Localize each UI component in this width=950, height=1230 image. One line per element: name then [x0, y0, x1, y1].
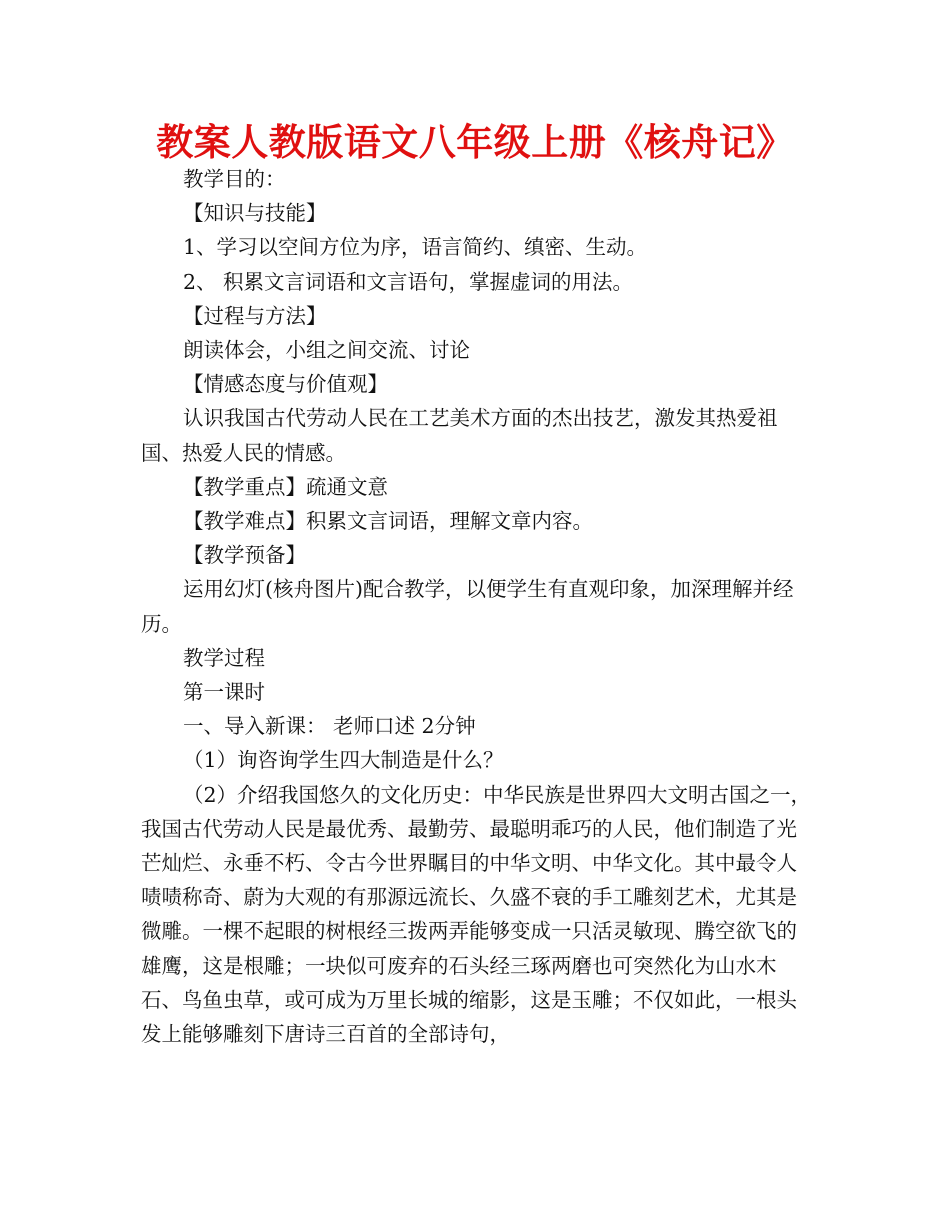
- document-body: [141, 162, 813, 1051]
- paragraph: 【知识与技能】: [183, 201, 327, 226]
- paragraph: 一、导入新课： 老师口述 2分钟: [183, 714, 476, 739]
- paragraph: 教学目的：: [183, 167, 286, 191]
- paragraph: 【过程与方法】: [183, 303, 327, 328]
- paragraph: 教学过程: [183, 645, 265, 670]
- paragraph: 2、 积累文言词语和文言语句，掌握虚词的用法。: [183, 269, 634, 294]
- paragraph: 第一课时: [183, 680, 265, 705]
- paragraph: 【教学预备】: [183, 543, 306, 568]
- paragraph: （2）介绍我国悠久的文化历史：中华民族是世界四大文明古国之一，我国古代劳动人民是最优秀、最勤劳、最聪明乖巧的人民，他们制造了光芒灿烂、永垂不朽、令古今世界瞩目的中华文明、中华文化。其中最令人啧啧称奇、蔚为大观的有那源远流长、久盛不衰的手工雕刻艺术，尤其是微雕。一棵不起眼的树根经三拨两弄能够变成一只活灵敏现、腾空欲飞的雄鹰，这是根雕；一块似可废弃的石头经三琢两磨也可突然化为山水木石、鸟鱼虫草，或可成为万里长城的缩影，这是玉雕；不仅如此，一根头发上能够雕刻下唐诗三百首的全部诗句，: [141, 782, 812, 1047]
- paragraph: 朗读体会，小组之间交流、讨论: [183, 338, 470, 363]
- paragraph: 1、学习以空间方位为序，语言简约、缜密、生动。: [183, 235, 648, 260]
- paragraph: 【教学重点】疏通文意: [183, 474, 388, 499]
- paragraph: （1）询咨询学生四大制造是什么？: [183, 748, 504, 773]
- paragraph: 【情感态度与价值观】: [183, 372, 388, 397]
- paragraph: 认识我国古代劳动人民在工艺美术方面的杰出技艺，激发其热爱祖国、热爱人民的情感。: [141, 406, 778, 465]
- paragraph: 【教学难点】积累文言词语，理解文章内容。: [183, 509, 593, 534]
- document-title: 教案人教版语文八年级上册《核舟记》: [156, 121, 794, 164]
- paragraph: 运用幻灯(核舟图片)配合教学，以便学生有直观印象，加深理解并经历。: [141, 577, 794, 636]
